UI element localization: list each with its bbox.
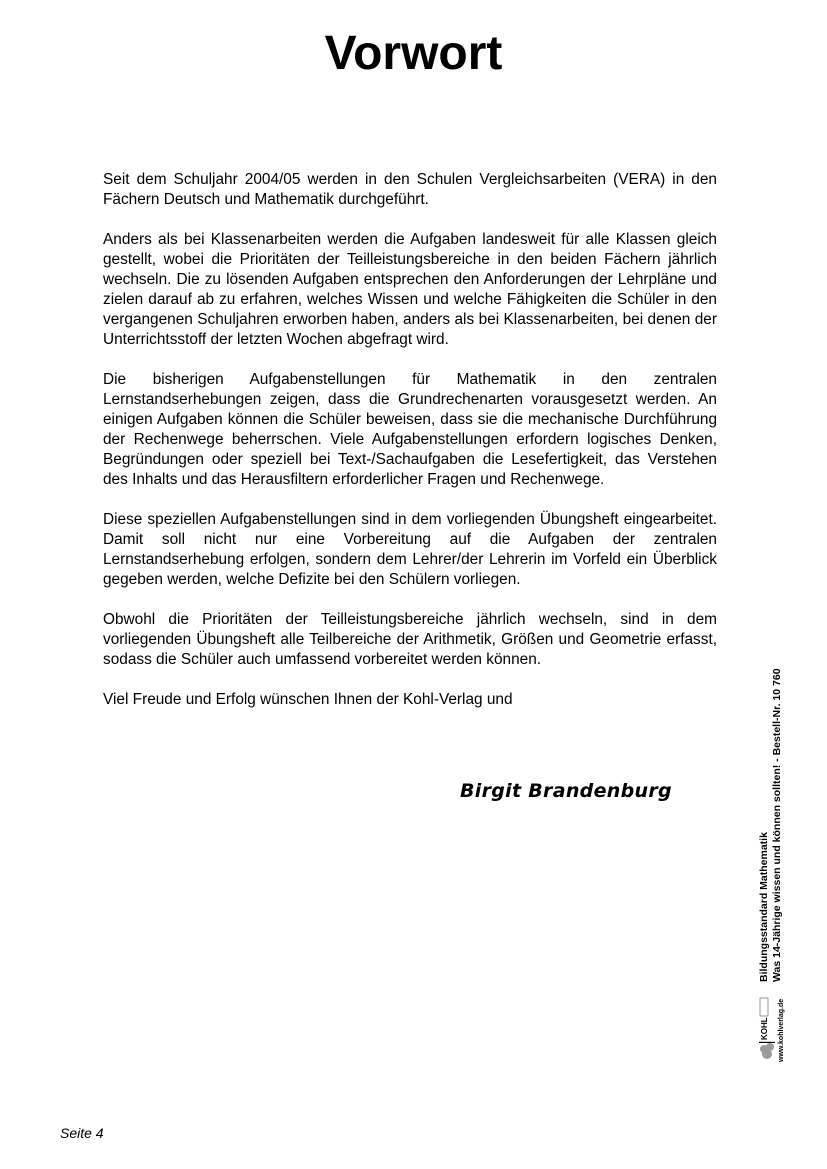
publisher-logo [757,992,785,1062]
author-signature: Birgit Brandenburg [460,780,672,802]
paragraph: Anders als bei Klassenarbeiten werden die Aufgaben landesweit für alle Klassen gleich gestellt, wobei die Prioritäten der Teilleistungsbereiche in den beiden Fächern jährlich wechseln. Die zu lösenden Aufgaben entsprechen den Anforderungen der Lehrpläne und zielen darauf ab zu erfahren, welches Wissen und welche Fähigkeiten die Schüler in den vergangenen Schuljahren erworben haben, anders als bei Klassenarbeiten, bei denen der Unterrichtsstoff der letzten Wochen abgefragt wird. [103,231,717,348]
paragraph: Obwohl die Prioritäten der Teilleistungsbereiche jährlich wechseln, sind in dem vorliegenden Übungsheft alle Teilbereiche der Arithmetik, Größen und Geometrie erfasst, sodass die Schüler auch umfassend vorbereitet werden können. [103,611,717,668]
paragraph: Die bisherigen Aufgabenstellungen für Mathematik in den zentralen Lernstandserhebungen zeigen, dass die Grundrechenarten vorausgesetzt werden. An einigen Aufgaben können die Schüler beweisen, dass sie die mechanische Durchführung der Rechenwege beherrschen. Viele Aufgabenstellungen erfordern logisches Denken, Begründungen oder speziell bei Text-/Sachaufgaben die Lesefertigkeit, das Verstehen des Inhalts und das Herausfiltern erforderlicher Fragen und Rechenwege. [103,371,717,488]
paragraph: Diese speziellen Aufgabenstellungen sind in dem vorliegenden Übungsheft eingearbeitet. Damit soll nicht nur eine Vorbereitung auf die Aufgaben der zentralen Lernstandserhebung erfolgen, sondern dem Lehrer/der Lehrerin im Vorfeld ein Überblick gegeben werden, welche Defizite bei den Schülern vorliegen. [103,511,717,588]
paragraph: Viel Freude und Erfolg wünschen Ihnen der Kohl-Verlag und [103,691,513,708]
book-title: Was 14-Jährige wissen und können sollten! - Bestell-Nr. 10 760 [771,668,783,982]
series-title: Bildungsstandard Mathematik [758,832,770,982]
publisher-url: www.kohlverlag.de [778,998,785,1062]
page-number: Seite 4 [60,1125,104,1141]
side-publisher-strip [757,622,785,1062]
page-title: Vorwort [324,27,503,80]
paragraph: Seit dem Schuljahr 2004/05 werden in den Schulen Vergleichsarbeiten (VERA) in den Fächern Deutsch und Mathematik durchgeführt. [103,171,717,208]
foreword-body [103,170,717,730]
svg-text:KOHL: KOHL [760,1017,769,1040]
